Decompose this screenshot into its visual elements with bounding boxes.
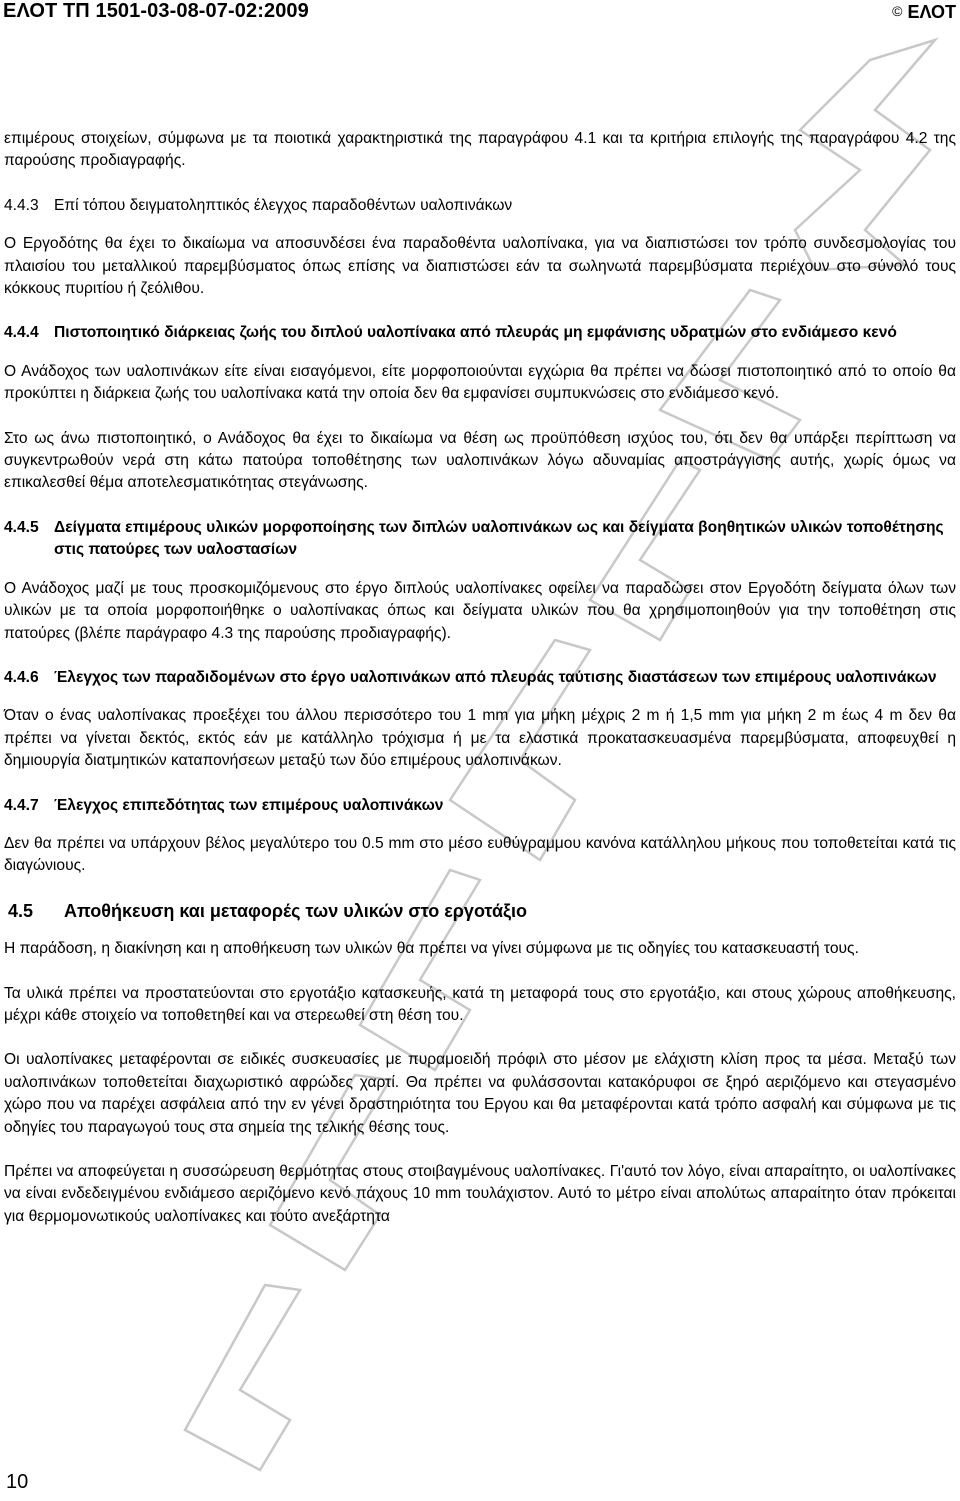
section-number: 4.4.3 <box>4 196 39 214</box>
s446-paragraph-1: Όταν ο ένας υαλοπίνακας προεξέχει του άλλου περισσότερο του 1 mm για μήκη μέχρις 2 m ή 1,5 mm για μήκη 2 m έως 4 m δεν θα πρέπει να γίνεται δεκτός, εκτός εάν με κατάλληλο τρόχισμα ή με τα ελαστικά προκατασκευασμένα παρεμβύσματα, αποφευχθεί η δημιουργία διατμητικών καταπονήσεων μεταξύ των δύο επιμέρους υαλοπινάκων. <box>4 707 956 770</box>
s444-paragraph-1: Ο Ανάδοχος των υαλοπινάκων είτε είναι εισαγόμενοι, είτε μορφοποιούνται εγχώρια θα πρέπει να δώσει πιστοποιητικό από το οποίο θα προκύπτει η διάρκεια ζωής του υαλοπίνακα κατά την οποία δεν θα εμφανίσει συμπυκνώσεις στο ενδιάμεσο κενό. <box>4 362 956 403</box>
s447-paragraph-1: Δεν θα πρέπει να υπάρχουν βέλος μεγαλύτερο του 0.5 mm στο μέσο ευθύγραμμου κανόνα κατάλληλου μήκους που τοποθετείται κατά τις διαγώνιους. <box>4 834 956 875</box>
section-4-4-7-heading <box>4 795 956 817</box>
organization-name: ΕΛΟΤ <box>907 2 956 22</box>
section-title: Πιστοποιητικό διάρκειας ζωής του διπλού υαλοπίνακα από πλευράς μη εμφάνισης υδρατμών στο ενδιάμεσο κενό <box>54 324 897 342</box>
page-number: 10 <box>6 1471 29 1493</box>
intro-paragraph: επιμέρους στοιχείων, σύμφωνα με τα ποιοτικά χαρακτηριστικά της παραγράφου 4.1 και τα κριτήρια επιλογής της παραγράφου 4.2 της παρούσης προδιαγραφής. <box>4 130 956 170</box>
section-4-4-3-heading <box>4 195 956 217</box>
s45-paragraph-3: Οι υαλοπίνακες μεταφέρονται σε ειδικές συσκευασίες με πυραμοειδή πρόφιλ στο μέσον με ελάχιστη κλίση προς τα μέσα. Μεταξύ των υαλοπινάκων τοποθετείται διαχωριστικό αφρώδες χαρτί. Θα πρέπει να φυλάσσονται κατακόρυφοι σε ξηρό αεριζόμενο και στεγασμένο χώρο που να παρέχει ασφάλεια από την εν γένει δραστηριότητα του Εργου και θα μεταφέρονται κατά τρόπο ασφαλή και σύμφωνα με τις οδηγίες του παραγωγού τους στα σημεία της τελικής θέσης τους. <box>4 1051 956 1136</box>
s443-paragraph-1: Ο Εργοδότης θα έχει το δικαίωμα να αποσυνδέσει ένα παραδοθέντα υαλοπίνακα, για να διαπιστώσει τον τρόπο συνδεσμολογίας του πλαισίου του μεταλλικού παρεμβύσματος όπως επίσης να διαπιστώσει εάν τα σωληνωτά παρεμβύσματα περιέχουν στο σύνολό τους κόκκους πυριτίου ή ζεόλιθου. <box>4 235 956 298</box>
page-header <box>0 0 960 30</box>
copyright-notice <box>892 2 956 23</box>
section-number: 4.4.7 <box>4 796 39 814</box>
section-number: 4.4.4 <box>4 324 39 342</box>
section-number: 4.4.6 <box>4 668 39 686</box>
document-code: ΕΛΟΤ ΤΠ 1501-03-08-07-02:2009 <box>3 0 309 22</box>
section-title: Έλεγχος επιπεδότητας των επιμέρους υαλοπινάκων <box>54 796 444 814</box>
section-4-4-6-heading <box>4 667 956 689</box>
s445-paragraph-1: Ο Ανάδοχος μαζί με τους προσκομιζόμενους στο έργο διπλούς υαλοπίνακες οφείλει να παραδώσει στον Εργοδότη δείγματα όλων των υλικών με τα οποία μορφοποιήθηκε ο υαλοπίνακας όπως και δείγματα υλικών που θα χρησιμοποιηθούν για την τοποθέτηση στις πατούρες (βλέπε παράγραφο 4.3 της παρούσης προδιαγραφής). <box>4 579 956 642</box>
s45-paragraph-2: Τα υλικά πρέπει να προστατεύονται στο εργοτάξιο κατασκευής, κατά τη μεταφορά τους στο εργοτάξιο, και στους χώρους αποθήκευσης, μέχρι κάθε στοιχείο να τοποθετηθεί και να στερεωθεί στη θέση του. <box>4 984 956 1024</box>
section-title: Έλεγχος των παραδιδομένων στο έργο υαλοπινάκων από πλευράς ταύτισης διαστάσεων των επιμέρους υαλοπινάκων <box>54 668 937 686</box>
s45-paragraph-4: Πρέπει να αποφεύγεται η συσσώρευση θερμότητας στους στοιβαγμένους υαλοπίνακες. Γι'αυτό τον λόγο, είναι απαραίτητο, οι υαλοπίνακες να είναι ενδεδειγμένου ενδιάμεσο αεριζόμενο κενό πάχους 10 mm τουλάχιστον. Αυτό το μέτρο είναι απολύτως απαραίτητο όταν πρόκειται για θερμομονωτικούς υαλοπίνακες και τούτο ανεξάρτητα <box>4 1163 956 1225</box>
copyright-symbol: © <box>892 3 903 19</box>
section-title: Επί τόπου δειγματοληπτικός έλεγχος παραδοθέντων υαλοπινάκων <box>54 196 513 214</box>
section-title: Δείγματα επιμέρους υλικών μορφοποίησης των διπλών υαλοπινάκων ως και δείγματα βοηθητικών υλικών τοποθέτησης στις πατούρες των υαλοστασίων <box>54 518 944 559</box>
s45-paragraph-1: Η παράδοση, η διακίνηση και η αποθήκευση των υλικών θα πρέπει να γίνει σύμφωνα με τις οδηγίες του κατασκευαστή τους. <box>4 940 859 958</box>
document-body <box>4 128 956 1228</box>
section-number: 4.5 <box>8 900 34 921</box>
section-number: 4.4.5 <box>4 518 39 536</box>
section-4-4-4-heading <box>4 322 956 344</box>
section-title: Αποθήκευση και μεταφορές των υλικών στο εργοτάξιο <box>64 900 528 921</box>
section-4-5-heading <box>8 900 956 922</box>
s444-paragraph-2: Στο ως άνω πιστοποιητικό, ο Ανάδοχος θα έχει το δικαίωμα να θέση ως προϋπόθεση ισχύος του, ότι δεν θα υπάρξει περίπτωση να συγκεντρωθούν νερά στη κάτω πατούρα τοποθέτησης των υαλοπινάκων λόγω αδυναμίας αποστράγγισης αυτής, χωρίς όμως να επικαλεσθεί θέμα αποτελεσματικότητας στεγάνωσης. <box>4 429 956 492</box>
section-4-4-5-heading <box>4 517 956 562</box>
